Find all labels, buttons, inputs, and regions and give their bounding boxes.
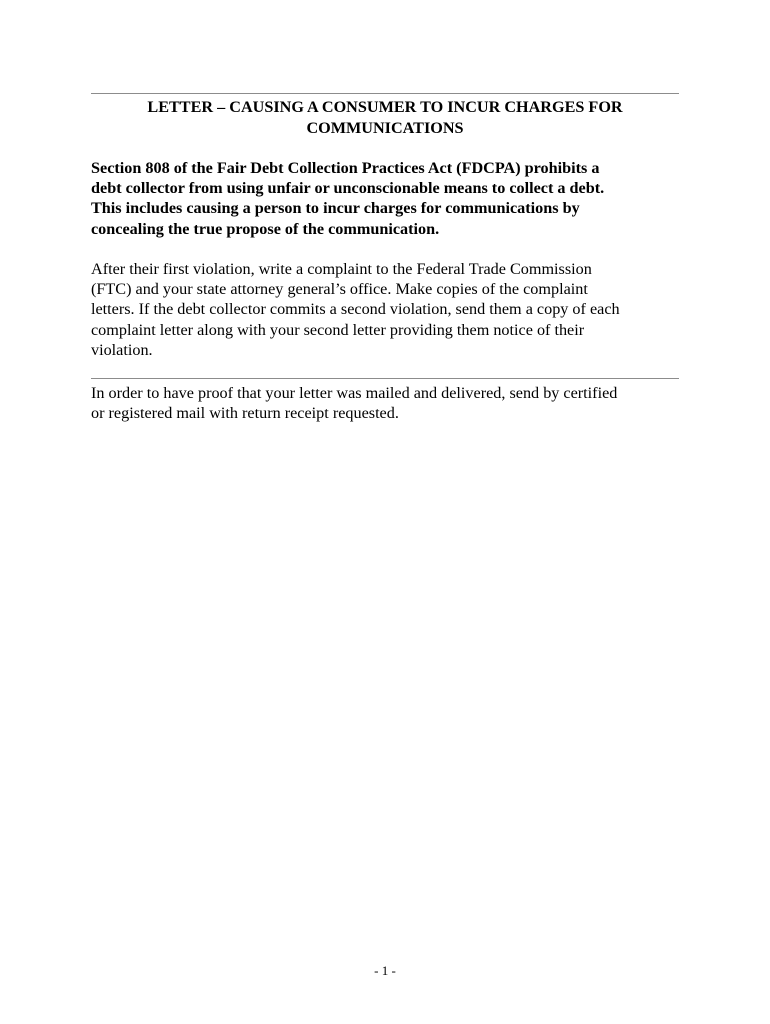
top-divider (91, 93, 679, 94)
text-line: complaint letter along with your second letter providing them notice of their (91, 320, 585, 339)
text-line: debt collector from using unfair or unconscionable means to collect a debt. (91, 179, 605, 198)
text-line: (FTC) and your state attorney general’s office. Make copies of the complaint (91, 280, 588, 299)
document-title (91, 97, 679, 139)
text-line: or registered mail with return receipt requested. (91, 404, 399, 423)
text-line: letters. If the debt collector commits a second violation, send them a copy of each (91, 300, 620, 319)
mailing-note-paragraph (91, 383, 681, 423)
title-line: LETTER – CAUSING A CONSUMER TO INCUR CHARGES FOR (147, 98, 623, 116)
page-number: - 1 - (374, 963, 396, 978)
text-line: This includes causing a person to incur charges for communications by (91, 199, 580, 218)
text-line: violation. (91, 340, 153, 359)
instructions-paragraph (91, 259, 681, 360)
text-line: In order to have proof that your letter was mailed and delivered, send by certified (91, 384, 618, 402)
text-line: concealing the true propose of the communication. (91, 219, 440, 238)
text-line: Section 808 of the Fair Debt Collection Practices Act (FDCPA) prohibits a (91, 159, 600, 177)
section-divider (91, 378, 679, 379)
intro-paragraph (91, 158, 681, 239)
text-line: After their first violation, write a complaint to the Federal Trade Commission (91, 260, 592, 278)
title-line: COMMUNICATIONS (306, 119, 464, 137)
